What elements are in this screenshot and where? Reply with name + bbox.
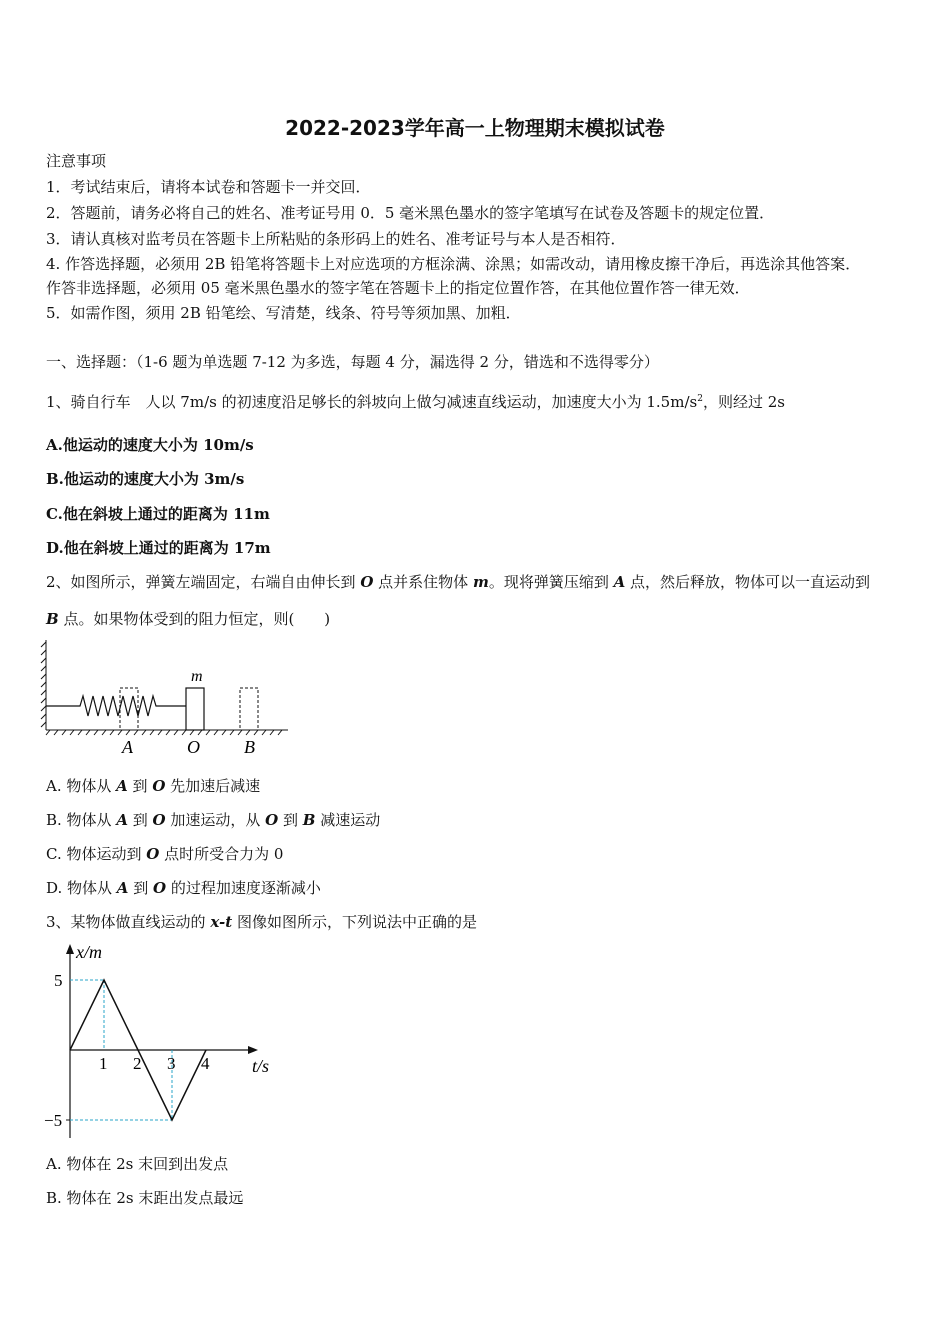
notice-item-4-cont: 作答非选择题，必须用 05 毫米黑色墨水的签字笔在答题卡上的指定位置作答，在其他位置作答一律无效．: [46, 279, 750, 297]
q2-option-var: O: [152, 811, 166, 829]
q2-option-d: [46, 878, 321, 898]
q2-option-text: D. 物体从: [46, 879, 117, 897]
q2-stem-text: 点，然后释放，物体可以一直运动到: [625, 573, 871, 591]
label-a: A: [122, 737, 133, 757]
q2-option-b: [46, 810, 380, 830]
floor-hatch: [46, 730, 282, 735]
q2-option-text: 到: [127, 777, 153, 795]
q2-var-o: O: [360, 573, 374, 591]
q1-option-c: C.他在斜坡上通过的距离为 11m: [46, 505, 270, 523]
q2-option-var: A: [116, 879, 129, 897]
q2-option-text: B. 物体从: [46, 811, 117, 829]
label-o: O: [187, 737, 200, 757]
x-axis-label: t/s: [252, 1056, 270, 1076]
q2-option-text: A. 物体从: [46, 777, 117, 795]
x-axis-arrow: [248, 1046, 258, 1054]
xt-chart: [40, 938, 290, 1138]
x-tick-label: 1: [99, 1054, 108, 1073]
notice-item-3: 3．请认真核对监考员在答题卡上所粘贴的条形码上的姓名、准考证号与本人是否相符．: [46, 230, 626, 248]
q2-option-text: C. 物体运动到: [46, 845, 147, 863]
q2-option-text: 到: [128, 879, 153, 897]
notice-heading: 注意事项: [46, 152, 107, 170]
q2-option-var: B: [302, 811, 316, 829]
q1-option-b: B.他运动的速度大小为 3m/s: [46, 470, 245, 488]
q1-option-a: A.他运动的速度大小为 10m/s: [46, 436, 254, 454]
q3-stem-text: 3、某物体做直线运动的: [46, 913, 211, 931]
q3-var-xt: x-t: [210, 913, 233, 931]
q1-option-d: D.他在斜坡上通过的距离为 17m: [46, 539, 271, 557]
notice-item-5: 5．如需作图，须用 2B 铅笔绘、写清楚，线条、符号等须加黑、加粗．: [46, 304, 521, 322]
page-title: 2022-2023学年高一上物理期末模拟试卷: [285, 116, 665, 140]
q2-option-text: 点时所受合力为 0: [159, 845, 284, 863]
q2-option-text: 的过程加速度逐渐减小: [166, 879, 321, 897]
q1-stem-text-end: ，则经过 2s: [702, 393, 785, 411]
x-tick-label: 4: [201, 1054, 210, 1073]
q2-stem-line2: [46, 609, 330, 629]
x-tick-label: 3: [167, 1054, 176, 1073]
spring: [46, 696, 186, 716]
q2-option-text: 加速运动，从: [165, 811, 266, 829]
q1-stem: [46, 389, 785, 412]
q2-var-b: B: [46, 610, 59, 628]
position-b-box: [240, 688, 258, 730]
q2-option-var: O: [152, 777, 166, 795]
wall-hatch: [41, 642, 46, 727]
q2-var-a: A: [613, 573, 626, 591]
section-heading: 一、选择题：（1-6 题为单选题 7-12 为多选，每题 4 分，漏选得 2 分，错选和不选得零分）: [46, 353, 659, 371]
q3-stem-text: 图像如图所示，下列说法中正确的是: [232, 913, 477, 931]
y-tick-label: −5: [44, 1111, 63, 1130]
y-tick-label: 5: [54, 971, 63, 990]
q2-option-var: O: [265, 811, 279, 829]
q2-option-text: 到: [278, 811, 303, 829]
q2-var-m: m: [472, 573, 489, 591]
q2-option-var: A: [116, 811, 128, 829]
x-tick-label: 2: [133, 1054, 142, 1073]
notice-item-1: 1．考试结束后，请将本试卷和答题卡一并交回．: [46, 178, 371, 196]
q2-option-text: 先加速后减速: [165, 777, 261, 795]
q2-stem-text: 2、如图所示，弹簧左端固定，右端自由伸长到: [46, 573, 361, 591]
q2-option-text: 到: [127, 811, 153, 829]
notice-item-2: 2．答题前，请务必将自己的姓名、准考证号用 0．5 毫米黑色墨水的签字笔填写在试卷及答题卡的规定位置．: [46, 204, 775, 222]
q2-option-a: [46, 776, 260, 796]
q2-option-var: O: [152, 879, 167, 897]
q2-stem-text: 。现将弹簧压缩到: [488, 573, 614, 591]
notice-item-4: 4. 作答选择题，必须用 2B 铅笔将答题卡上对应选项的方框涂满、涂黑；如需改动，请用橡皮擦干净后，再选涂其他答案．: [46, 255, 861, 273]
label-b: B: [244, 737, 255, 757]
q2-stem-text: 点。如果物体受到的阻力恒定，则( ): [58, 610, 331, 628]
y-axis-label: x/m: [76, 942, 102, 962]
block-m: [186, 688, 204, 730]
q2-option-var: O: [146, 845, 160, 863]
q2-option-c: [46, 844, 283, 864]
q3-stem: [46, 912, 477, 932]
label-m: m: [191, 668, 203, 685]
q2-stem-text: 点并系住物体: [373, 573, 473, 591]
q2-option-text: 减速运动: [315, 811, 381, 829]
spring-figure: [40, 636, 300, 760]
position-a-box: [120, 688, 138, 730]
q3-option-a: A. 物体在 2s 末回到出发点: [46, 1155, 229, 1173]
q3-option-b: B. 物体在 2s 末距出发点最远: [46, 1189, 244, 1207]
q1-stem-sup: 2: [697, 394, 703, 404]
q2-option-var: A: [116, 777, 128, 795]
q1-stem-text: 1、骑自行车 人以 7m/s 的初速度沿足够长的斜坡向上做匀减速直线运动，加速度大小为 1.5m/s: [46, 393, 698, 411]
q2-stem-line1: [46, 572, 870, 592]
y-axis-arrow: [66, 944, 74, 954]
